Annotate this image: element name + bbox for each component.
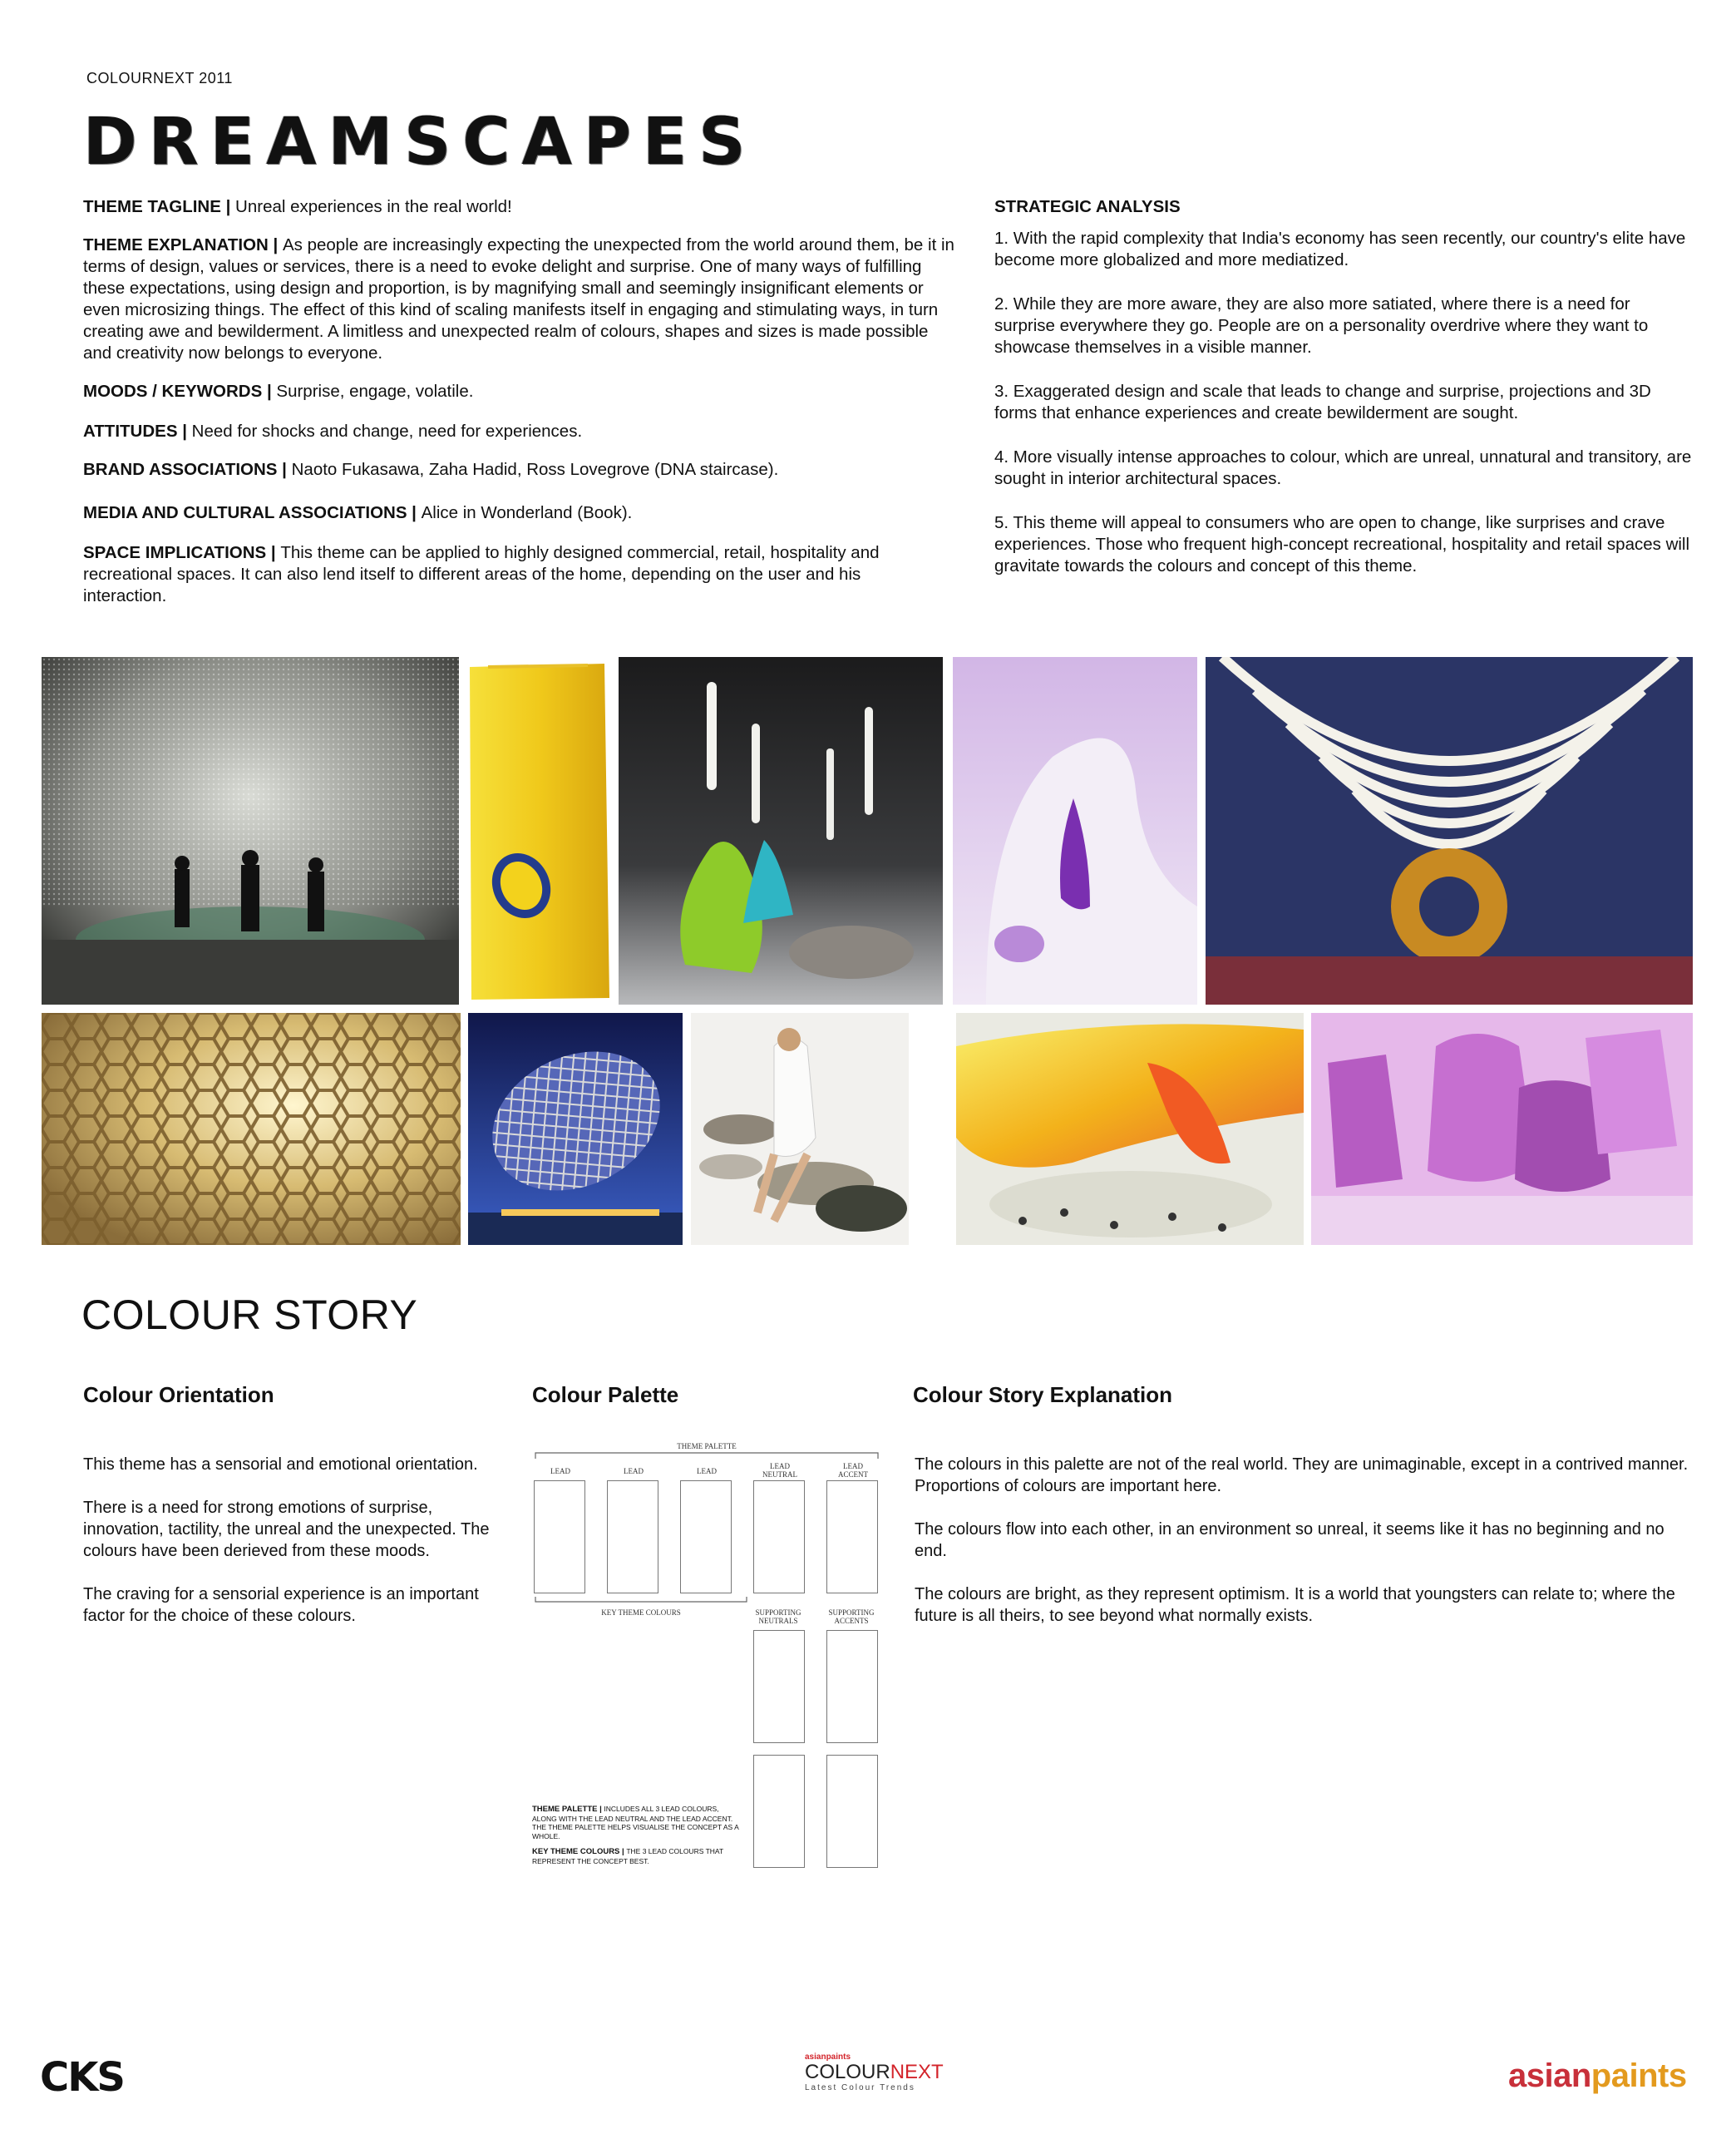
lead-neutral-label: LEAD NEUTRAL <box>762 1462 797 1479</box>
theme-palette-label: THEME PALETTE <box>677 1442 737 1450</box>
theme-tagline: THEME TAGLINE | Unreal experiences in the real world! <box>83 197 512 216</box>
explanation-paragraph: The colours are bright, as they represent optimism. It is a world that youngsters can relate to; where the future is all theirs, to see beyond what normally exists. <box>915 1585 1675 1625</box>
lead-swatch <box>680 1480 732 1593</box>
key-theme-note: KEY THEME COLOURS | THE 3 LEAD COLOURS THAT REPRESENT THE CONCEPT BEST. <box>532 1847 723 1865</box>
palette-note <box>532 1805 744 1865</box>
strategic-point: 2. While they are more aware, they are also more satiated, where there is a need for surprise everywhere they go. People are on a personality overdrive where they want to showcase themselves in a visible manner. <box>994 294 1649 357</box>
media-cultural-associations: MEDIA AND CULTURAL ASSOCIATIONS | Alice in Wonderland (Book). <box>83 503 633 522</box>
attitudes: ATTITUDES | Need for shocks and change, need for experiences. <box>83 422 583 441</box>
strategic-point: 5. This theme will appeal to consumers who are open to change, like surprises and crave experiences. Those who frequent high-concept recreational, hospitality and retail spaces will gravitate towards the colours and concept of this theme. <box>994 513 1690 575</box>
lead-label: LEAD <box>550 1467 570 1475</box>
colour-orientation-heading: Colour Orientation <box>83 1382 274 1407</box>
orientation-paragraph: This theme has a sensorial and emotional orientation. <box>83 1455 478 1474</box>
eyebrow-label: COLOURNEXT 2011 <box>86 70 233 86</box>
explanation-paragraph: The colours flow into each other, in an environment so unreal, it seems like it has no beginning and no end. <box>915 1520 1664 1560</box>
moods-keywords: MOODS / KEYWORDS | Surprise, engage, volatile. <box>83 382 474 401</box>
strategic-point: 4. More visually intense approaches to colour, which are unreal, unnatural and transitory, are sought in interior architectural spaces. <box>994 447 1692 488</box>
lead-accent-swatch <box>826 1480 878 1593</box>
photo-ceiling-arches <box>1206 657 1693 1005</box>
supporting-accent-swatch <box>826 1755 878 1868</box>
supporting-neutrals-label: SUPPORTING NEUTRALS <box>755 1608 801 1625</box>
photo-yellow-mall <box>956 1013 1304 1245</box>
theme-details <box>83 196 956 624</box>
colour-palette-heading: Colour Palette <box>532 1382 679 1407</box>
orientation-paragraph: The craving for a sensorial experience is an important factor for the choice of these colours. <box>83 1585 479 1625</box>
supporting-accents-label: SUPPORTING ACCENTS <box>828 1608 875 1625</box>
colour-palette-template <box>532 1442 881 1875</box>
colour-story-title: COLOUR STORY <box>81 1292 418 1338</box>
colour-story-explanation-heading: Colour Story Explanation <box>913 1382 1173 1407</box>
lead-swatch <box>607 1480 658 1593</box>
photo-honeycomb <box>42 1013 461 1245</box>
photo-yellow-carton <box>463 657 614 1005</box>
brand-associations: BRAND ASSOCIATIONS | Naoto Fukasawa, Zaha Hadid, Ross Lovegrove (DNA staircase). <box>83 460 779 479</box>
key-theme-colours-label: KEY THEME COLOURS <box>601 1608 681 1617</box>
colour-story-explanation-text <box>915 1454 1696 1648</box>
key-theme-bracket <box>532 1595 752 1605</box>
strategic-analysis-heading: STRATEGIC ANALYSIS <box>994 197 1181 216</box>
space-implications: SPACE IMPLICATIONS | This theme can be applied to highly designed commercial, retail, hospitality and recreational spaces. It can also lend itself to different areas of the home, depending on the user and his interaction. <box>83 543 880 605</box>
photo-woman-stones <box>691 1013 909 1245</box>
photo-mesh-room <box>42 657 459 1005</box>
colournext-wordmark: COLOURNEXT <box>805 2061 944 2083</box>
supporting-neutral-swatch <box>753 1630 805 1743</box>
page-title: DREAMSCAPES <box>83 105 757 180</box>
colour-orientation-text <box>83 1454 515 1648</box>
strategic-analysis <box>994 196 1694 600</box>
colournext-logo <box>805 2052 944 2093</box>
supporting-neutral-swatch <box>753 1755 805 1868</box>
theme-palette-bracket <box>532 1450 881 1460</box>
lead-neutral-swatch <box>753 1480 805 1593</box>
lead-label: LEAD <box>624 1467 644 1475</box>
photo-purple-swan <box>953 657 1197 1005</box>
colournext-asianpaints-small: asianpaints <box>805 2052 851 2062</box>
asianpaints-logo: asianpaints <box>1508 2057 1687 2094</box>
strategic-point: 3. Exaggerated design and scale that leads to change and surprise, projections and 3D forms that enhance experiences and create bewilderment are sought. <box>994 382 1651 422</box>
supporting-accent-swatch <box>826 1630 878 1743</box>
theme-explanation: THEME EXPLANATION | As people are increasingly expecting the unexpected from the world around them, be it in terms of design, values or services, there is a need to evoke delight and surprise. One of many ways of fulfilling these expectations, using design and proportion, is by magnifying small and seemingly insignificant elements or even microsizing things. The effect of this kind of scaling manifests itself in engaging and stimulating ways, in turn creating awe and bewilderment. A limitless and unexpected realm of colours, shapes and sizes is made possible and creativity now belongs to everyone. <box>83 235 954 363</box>
lead-accent-label: LEAD ACCENT <box>838 1462 868 1479</box>
cks-logo: CKS <box>40 2054 124 2101</box>
photo-pink-vessels <box>1311 1013 1693 1245</box>
photo-lamp-seats <box>619 657 943 1005</box>
lead-swatch <box>534 1480 585 1593</box>
colournext-tagline: Latest Colour Trends <box>805 2083 915 2092</box>
theme-palette-note: THEME PALETTE | INCLUDES ALL 3 LEAD COLOURS, ALONG WITH THE LEAD NEUTRAL AND THE LEAD ACCENT. THE THEME PALETTE HELPS VISUALISE THE CONCEPT AS A WHOLE. <box>532 1805 739 1840</box>
orientation-paragraph: There is a need for strong emotions of surprise, innovation, tactility, the unreal and the unexpected. The colours have been derieved from these moods. <box>83 1499 490 1560</box>
lead-label: LEAD <box>697 1467 717 1475</box>
strategic-point: 1. With the rapid complexity that India's economy has seen recently, our country's elite have become more globalized and more mediatized. <box>994 229 1686 269</box>
photo-egg-building <box>468 1013 683 1245</box>
explanation-paragraph: The colours in this palette are not of the real world. They are unimaginable, except in a contrived manner. Proportions of colours are important here. <box>915 1455 1689 1495</box>
